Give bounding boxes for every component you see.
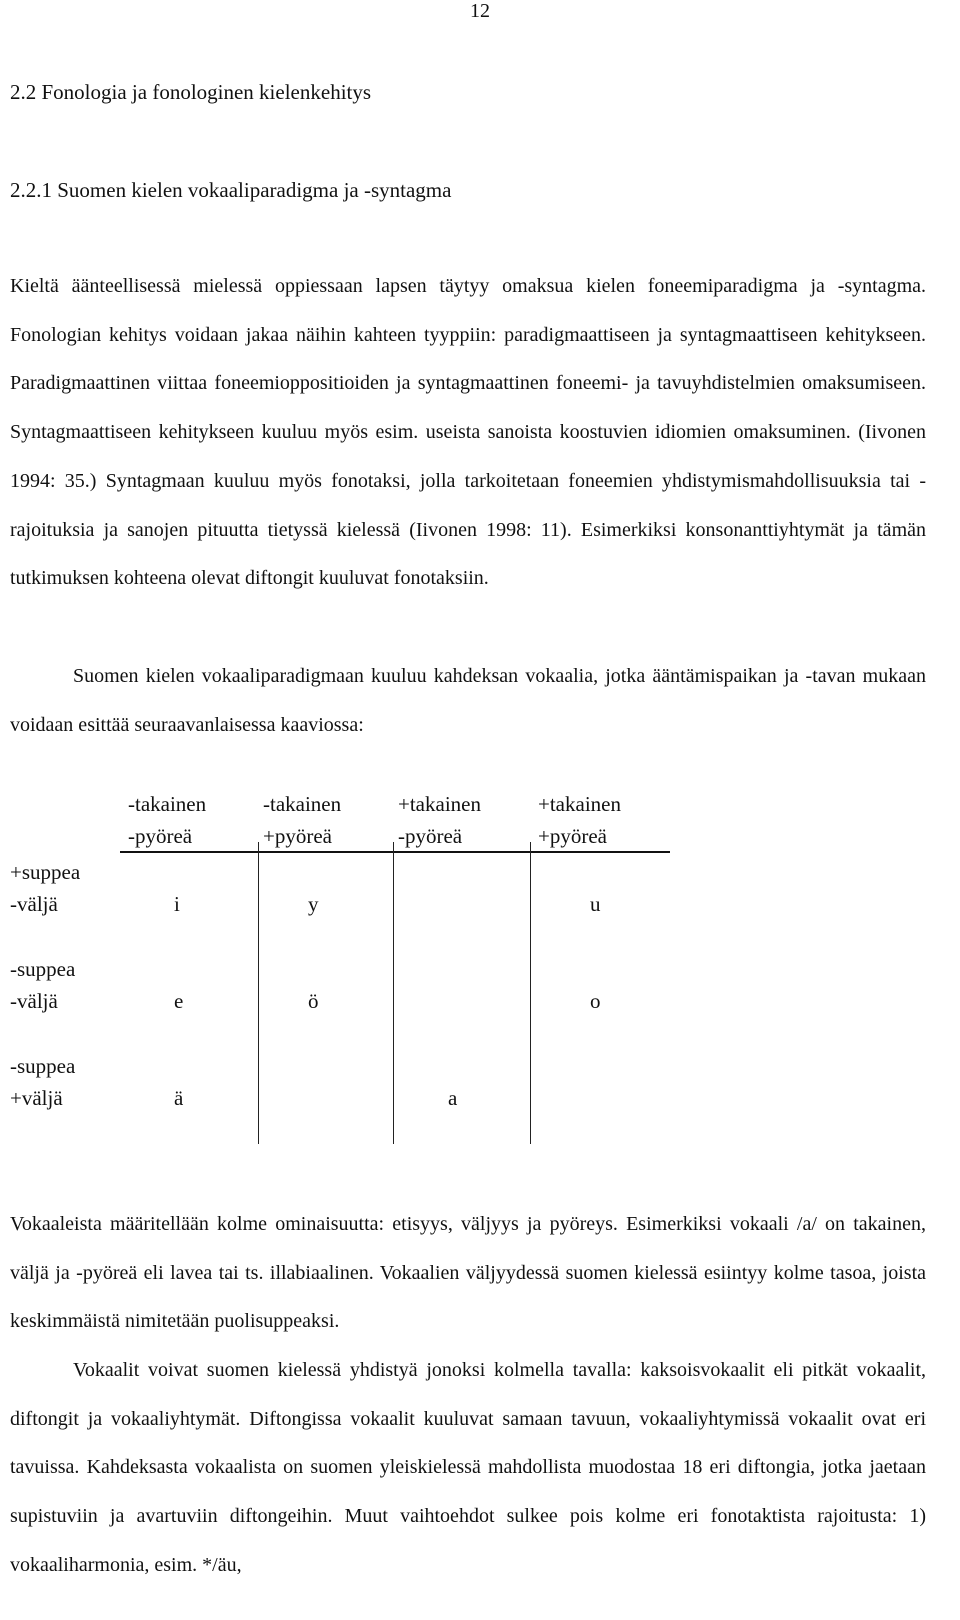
column-header-line1: +takainen bbox=[538, 792, 621, 816]
section-heading: 2.2 Fonologia ja fonologinen kielenkehitys bbox=[10, 80, 372, 104]
page-number: 12 bbox=[470, 0, 490, 22]
column-divider bbox=[393, 842, 394, 1144]
column-header bbox=[128, 788, 206, 852]
vowel-cell: o bbox=[590, 989, 601, 1013]
row-header-line2: -väljä bbox=[10, 892, 58, 916]
row-header bbox=[10, 1050, 75, 1114]
row-header-line1: -suppea bbox=[10, 1054, 76, 1078]
header-rule bbox=[120, 851, 670, 853]
body-paragraph: Suomen kielen vokaaliparadigmaan kuuluu kahdeksan vokaalia, jotka ääntämispaikan ja -tavan mukaan voidaan esittää seuraavanlaisessa kaaviossa: bbox=[10, 665, 926, 736]
vowel-cell: i bbox=[174, 892, 180, 916]
row-header-line1: +suppea bbox=[10, 860, 81, 884]
row-header bbox=[10, 856, 80, 920]
body-paragraph: Kieltä äänteellisessä mielessä oppiessaan lapsen täytyy omaksua kielen foneemiparadigma ja -syntagma. Fonologian kehitys voidaan jakaa näihin kahteen tyyppiin: paradigmaattiseen ja syntagmaattiseen kehitykseen. Paradigmaattinen viittaa foneemioppositioiden ja syntagmaattinen foneemi- ja tavuyhdistelmien omaksumiseen. Syntagmaattiseen kehitykseen kuuluu myös esim. useista sanoista koostuvien idiomien omaksuminen. (Iivonen 1994: 35.) Syntagmaan kuuluu myös fonotaksi, jolla tarkoitetaan foneemien yhdistymismahdollisuuksia tai -rajoituksia ja sanojen pituutta tietyssä kielessä (Iivonen 1998: 11). Esimerkiksi konsonanttiyhtymät ja tämän tutkimuksen kohteena olevat diftongit kuuluvat fonotaksiin. bbox=[10, 275, 926, 590]
column-header-line1: +takainen bbox=[398, 792, 481, 816]
column-header bbox=[538, 788, 621, 852]
row-header-line1: -suppea bbox=[10, 957, 76, 981]
body-paragraph: Vokaaleista määritellään kolme ominaisuutta: etisyys, väljyys ja pyöreys. Esimerkiksi vokaali /a/ on takainen, väljä ja -pyöreä eli lavea tai ts. illabiaalinen. Vokaalien väljyydessä suomen kielessä esiintyy kolme tasoa, joista keskimmäistä nimitetään puolisuppeaksi. bbox=[10, 1213, 926, 1333]
column-divider bbox=[258, 842, 259, 1144]
row-header bbox=[10, 953, 75, 1017]
vowel-cell: ö bbox=[308, 989, 319, 1013]
body-paragraph: Vokaalit voivat suomen kielessä yhdistyä jonoksi kolmella tavalla: kaksoisvokaalit eli pitkät vokaalit, diftongit ja vokaaliyhtymät. Diftongissa vokaalit kuuluvat samaan tavuun, vokaaliyhtymissä vokaalit ovat eri tavuissa. Kahdeksasta vokaalista on suomen yleiskielessä mahdollista muodostaa 18 eri diftongia, jotka jaetaan supistuviin ja avartuviin diftongeihin. Muut vaihtoehdot sulkee pois kolme eri fonotaktista rajoitusta: 1) vokaaliharmonia, esim. */äu, bbox=[10, 1359, 926, 1576]
column-header-line2: +pyöreä bbox=[263, 824, 332, 848]
vowel-cell: u bbox=[590, 892, 601, 916]
column-header-line2: -pyöreä bbox=[398, 824, 463, 848]
row-header-line2: -väljä bbox=[10, 989, 58, 1013]
vowel-cell: a bbox=[448, 1086, 458, 1110]
subsection-heading: 2.2.1 Suomen kielen vokaaliparadigma ja -syntagma bbox=[10, 178, 452, 202]
column-divider bbox=[530, 842, 531, 1144]
column-header-line1: -takainen bbox=[263, 792, 342, 816]
column-header bbox=[398, 788, 481, 852]
column-header-line2: -pyöreä bbox=[128, 824, 193, 848]
column-header-line1: -takainen bbox=[128, 792, 207, 816]
row-header-line2: +väljä bbox=[10, 1086, 63, 1110]
vowel-cell: e bbox=[174, 989, 184, 1013]
column-header bbox=[263, 788, 341, 852]
vowel-chart bbox=[0, 780, 960, 1200]
vowel-cell: y bbox=[308, 892, 319, 916]
vowel-cell: ä bbox=[174, 1086, 184, 1110]
column-header-line2: +pyöreä bbox=[538, 824, 607, 848]
